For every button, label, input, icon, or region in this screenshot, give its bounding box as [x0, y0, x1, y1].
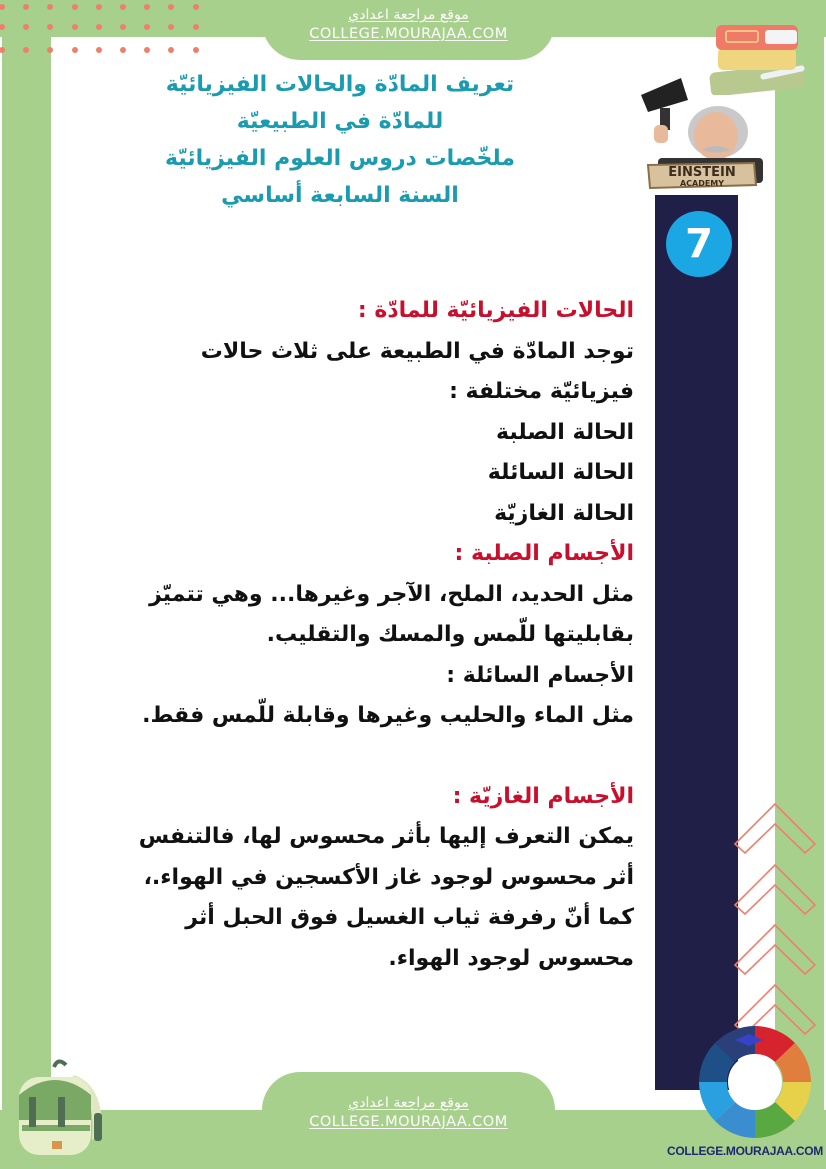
- einstein-mascot-icon: [636, 40, 766, 190]
- title-line: تعريف المادّة والحالات الفيزيائيّة: [165, 72, 515, 97]
- college-logo-icon: [695, 1022, 815, 1142]
- backpack-icon: [14, 1055, 110, 1160]
- header-site-name: موقع مراجعة اعدادي: [348, 7, 469, 23]
- section-heading-gases: الأجسام الغازيّة :: [452, 783, 634, 809]
- svg-text:ACADEMY: ACADEMY: [679, 179, 725, 188]
- paragraph-line: توجد المادّة في الطبيعة على ثلاث حالات: [200, 338, 634, 364]
- navy-side-column: [655, 195, 738, 1090]
- title-line: السنة السابعة أساسي: [221, 183, 459, 208]
- paragraph-line: فيزيائيّة مختلفة :: [449, 379, 634, 404]
- list-item: الحالة الغازيّة: [494, 500, 634, 526]
- paragraph-line: بقابليتها للّمس والمسك والتقليب.: [266, 622, 634, 647]
- left-frame-bar: [2, 0, 51, 1169]
- header-site-url: COLLEGE.MOURAJAA.COM: [309, 26, 508, 42]
- section-heading-liquids: الأجسام السائلة :: [446, 662, 634, 688]
- list-item: الحالة السائلة: [487, 460, 634, 485]
- paragraph-line: محسوس لوجود الهواء.: [388, 945, 634, 971]
- paragraph-line: أثر محسوس لوجود غاز الأكسجين في الهواء.،: [143, 864, 634, 890]
- header-site-link[interactable]: [262, 0, 555, 60]
- title-line: للمادّة في الطبيعيّة: [236, 109, 444, 134]
- footer-site-link[interactable]: [262, 1072, 555, 1169]
- logo-site-url: COLLEGE.MOURAJAA.COM: [667, 1144, 824, 1158]
- section-heading-solids: الأجسام الصلبة :: [454, 541, 634, 566]
- paragraph-line: مثل الماء والحليب وغيرها وقابلة للّمس فقط.: [142, 703, 634, 728]
- list-item: الحالة الصلبة: [496, 419, 634, 445]
- paragraph-line: كما أنّ رفرفة ثياب الغسيل فوق الحبل أثر: [185, 905, 634, 930]
- paragraph-line: يمكن التعرف إليها بأثر محسوس لها، فالتنفس: [138, 824, 634, 849]
- section-heading-states: الحالات الفيزيائيّة للمادّة :: [357, 298, 634, 323]
- footer-site-url: COLLEGE.MOURAJAA.COM: [309, 1114, 508, 1130]
- footer-site-name: موقع مراجعة اعدادي: [348, 1095, 469, 1111]
- paragraph-line: مثل الحديد، الملح، الآجر وغيرها... وهي تتميّز: [149, 581, 634, 607]
- page-title: [130, 66, 550, 214]
- svg-text:EINSTEIN: EINSTEIN: [668, 165, 736, 180]
- chevron-up-decoration-icon: [733, 790, 817, 1040]
- grade-badge: 7: [666, 211, 732, 277]
- title-line: ملخّصات دروس العلوم الفيزيائيّة: [165, 146, 515, 171]
- lesson-content: [100, 291, 634, 979]
